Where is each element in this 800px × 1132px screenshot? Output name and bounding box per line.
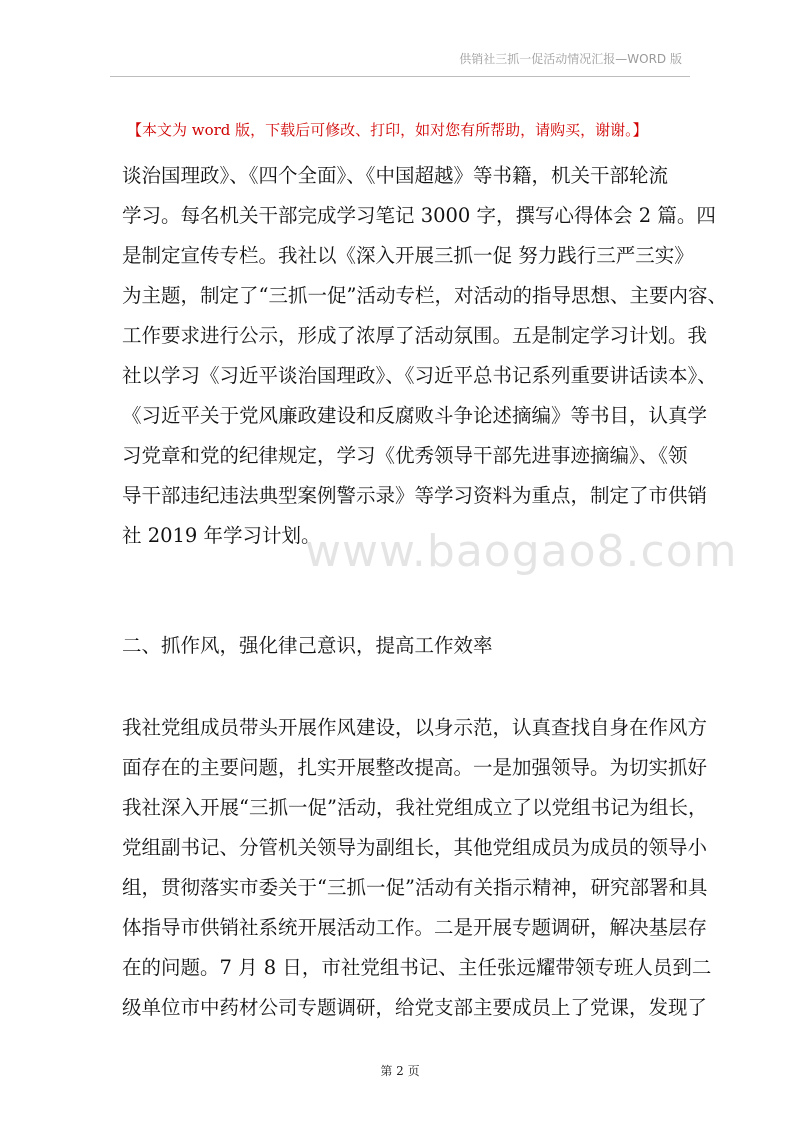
watermark: www.baogao8.com bbox=[305, 526, 738, 577]
text-line: 《习近平关于党风廉政建设和反腐败斗争论述摘编》等书目，认真学 bbox=[122, 404, 708, 427]
text-line: 在的问题。7 月 8 日，市社党组书记、主任张远耀带领专班人员到二 bbox=[122, 956, 712, 979]
text-line: 工作要求进行公示，形成了浓厚了活动氛围。五是制定学习计划。我 bbox=[122, 324, 708, 347]
page-number: 第 2 页 bbox=[380, 1064, 420, 1078]
text-line: 习党章和党的纪律规定，学习《优秀领导干部先进事迹摘编》、《领 bbox=[122, 444, 688, 467]
text-line: 社 2019 年学习计划。 bbox=[122, 524, 321, 547]
header-divider bbox=[110, 76, 690, 77]
text-line: 谈治国理政》、《四个全面》、《中国超越》等书籍，机关干部轮流 bbox=[122, 164, 669, 187]
section-heading: 二、抓作风，强化律己意识，提高工作效率 bbox=[122, 634, 493, 657]
text-line: 我社深入开展“三抓一促”活动，我社党组成立了以党组书记为组长， bbox=[122, 796, 708, 819]
text-line: 级单位市中药材公司专题调研，给党支部主要成员上了党课，发现了 bbox=[122, 996, 708, 1019]
text-line: 组，贯彻落实市委关于“三抓一促”活动有关指示精神，研究部署和具 bbox=[122, 876, 708, 899]
text-line: 是制定宣传专栏。我社以《深入开展三抓一促 努力践行三严三实》 bbox=[122, 244, 694, 267]
text-line: 党组副书记、分管机关领导为副组长，其他党组成员为成员的领导小 bbox=[122, 836, 708, 859]
text-line: 学习。每名机关干部完成学习笔记 3000 字，撰写心得体会 2 篇。四 bbox=[122, 204, 716, 227]
purchase-notice: 【本文为 word 版，下载后可修改、打印，如对您有所帮助，请购买，谢谢。】 bbox=[127, 121, 648, 139]
text-line: 体指导市供销社系统开展活动工作。二是开展专题调研，解决基层存 bbox=[122, 916, 708, 939]
document-header-title: 供销社三抓一促活动情况汇报—WORD 版 bbox=[459, 52, 682, 66]
text-line: 为主题，制定了“三抓一促”活动专栏，对活动的指导思想、主要内容、 bbox=[122, 284, 727, 307]
text-line: 面存在的主要问题，扎实开展整改提高。一是加强领导。为切实抓好 bbox=[122, 756, 708, 779]
text-line: 社以学习《习近平谈治国理政》、《习近平总书记系列重要讲话读本》、 bbox=[122, 364, 717, 387]
text-line: 导干部违纪违法典型案例警示录》等学习资料为重点，制定了市供销 bbox=[122, 484, 708, 507]
text-line: 我社党组成员带头开展作风建设，以身示范，认真查找自身在作风方 bbox=[122, 716, 708, 739]
